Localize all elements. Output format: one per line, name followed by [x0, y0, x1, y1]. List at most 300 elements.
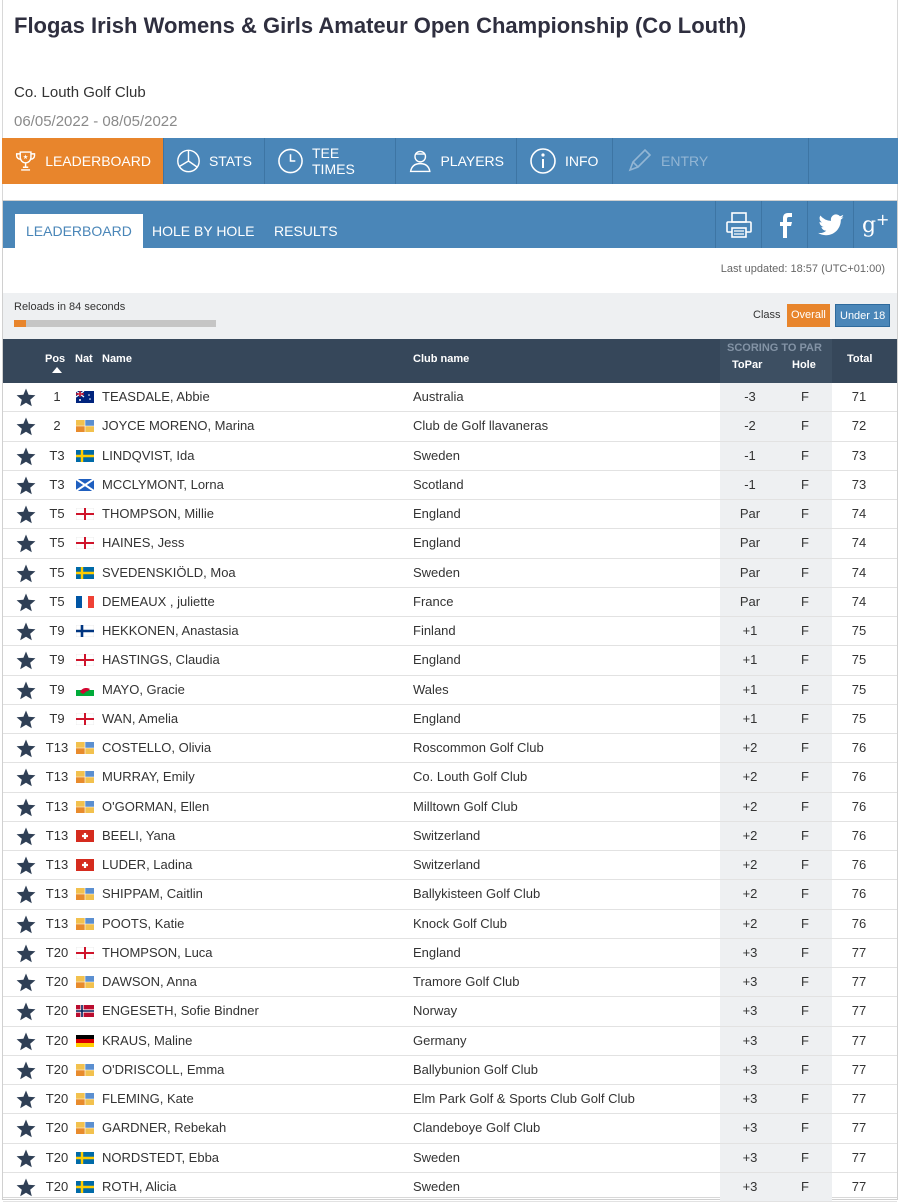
row-player-name[interactable]: LUDER, Ladina [102, 857, 193, 872]
row-pos: T9 [49, 681, 65, 697]
row-club: Co. Louth Golf Club [413, 769, 528, 785]
row-pos: T13 [45, 915, 69, 931]
ireland-flag-icon [76, 1064, 94, 1076]
row-topar: +3 [742, 1061, 758, 1077]
norway-flag-icon [76, 1005, 94, 1017]
row-hole: F [801, 535, 809, 551]
svg-text:★: ★ [22, 154, 29, 162]
table-row[interactable] [3, 793, 897, 822]
leaderboard-panel [2, 200, 898, 1200]
england-flag-icon [76, 947, 94, 959]
row-topar: Par [739, 564, 761, 580]
google-plus-button[interactable] [853, 201, 900, 248]
nav-tee-times[interactable] [265, 138, 396, 184]
row-player-name[interactable]: NORDSTEDT, Ebba [102, 1149, 220, 1165]
row-pos: T9 [49, 623, 65, 638]
row-total: 75 [851, 710, 867, 726]
nav-tee-times-label: TEE TIMES [312, 145, 355, 177]
sort-ascending-icon [52, 367, 62, 373]
sweden-flag-icon [76, 450, 94, 462]
ireland-flag-icon [76, 771, 94, 783]
favorite-star-icon[interactable] [16, 885, 36, 907]
row-player-name[interactable]: WAN, Amelia [102, 710, 179, 726]
twitter-icon [816, 210, 846, 240]
nav-leaderboard[interactable] [2, 138, 164, 184]
row-player-name[interactable]: ROTH, Alicia [102, 1178, 177, 1194]
ireland-flag-icon [76, 742, 94, 754]
row-player-name[interactable]: THOMPSON, Millie [102, 506, 214, 521]
row-pos: T20 [45, 1120, 69, 1136]
nav-players-label: PLAYERS [440, 153, 504, 169]
favorite-star-icon[interactable] [16, 944, 36, 966]
player-icon [408, 147, 432, 175]
leaderboard-rows [3, 383, 897, 1202]
row-total: 77 [851, 1003, 867, 1019]
svg-text:g: g [862, 212, 877, 238]
favorite-star-icon[interactable] [16, 1061, 36, 1083]
row-club: Scotland [413, 476, 464, 492]
reload-progress [14, 320, 216, 327]
print-button[interactable] [715, 201, 762, 248]
row-topar: -1 [744, 447, 756, 463]
row-topar: +2 [742, 915, 758, 931]
row-hole: F [801, 652, 809, 668]
last-updated: Last updated: 18:57 (UTC+01:00) [720, 263, 885, 275]
row-player-name[interactable]: MCCLYMONT, Lorna [102, 476, 224, 492]
row-topar: +2 [742, 827, 758, 843]
header-scoring-to-par: SCORING TO PAR [727, 342, 822, 354]
favorite-star-icon[interactable] [16, 710, 36, 732]
table-row[interactable] [3, 968, 897, 997]
row-hole: F [801, 389, 809, 404]
table-row[interactable] [3, 997, 897, 1026]
row-player-name[interactable]: O'DRISCOLL, Emma [102, 1061, 225, 1077]
table-row[interactable] [3, 500, 897, 529]
favorite-star-icon[interactable] [16, 1149, 36, 1171]
row-total: 75 [851, 623, 867, 638]
england-flag-icon [76, 537, 94, 549]
row-club: England [413, 652, 461, 668]
class-overall-button[interactable]: Overall [787, 304, 830, 327]
pie-chart-icon [176, 147, 201, 175]
row-hole: F [801, 827, 809, 843]
row-club: Norway [413, 1003, 458, 1019]
row-hole: F [801, 623, 809, 638]
table-row[interactable] [3, 412, 897, 441]
row-total: 77 [851, 1149, 867, 1165]
row-total: 76 [851, 827, 867, 843]
row-pos: T13 [45, 857, 69, 872]
pen-icon [625, 147, 653, 175]
row-player-name[interactable]: JOYCE MORENO, Marina [102, 418, 255, 434]
row-topar: Par [739, 506, 761, 521]
row-pos: T20 [45, 1061, 69, 1077]
row-pos: T13 [45, 798, 69, 814]
favorite-star-icon[interactable] [16, 681, 36, 703]
row-player-name[interactable]: ENGESETH, Sofie Bindner [102, 1003, 259, 1019]
row-total: 74 [851, 564, 867, 580]
row-player-name[interactable]: FLEMING, Kate [102, 1091, 194, 1106]
row-hole: F [801, 798, 809, 814]
favorite-star-icon[interactable] [16, 388, 36, 410]
row-total: 73 [851, 476, 867, 492]
favorite-star-icon[interactable] [16, 973, 36, 995]
row-player-name[interactable]: TEASDALE, Abbie [102, 389, 210, 404]
germany-flag-icon [76, 1035, 94, 1047]
favorite-star-icon[interactable] [16, 593, 36, 615]
row-club: Sweden [413, 564, 460, 580]
page-title: Flogas Irish Womens & Girls Amateur Open Championship (Co Louth) [14, 13, 747, 38]
favorite-star-icon[interactable] [16, 1032, 36, 1054]
row-pos: T13 [45, 740, 69, 755]
row-pos: T20 [45, 1032, 69, 1048]
row-pos: T20 [45, 944, 69, 960]
table-row[interactable] [3, 588, 897, 617]
row-topar: +3 [742, 944, 758, 960]
row-player-name[interactable]: HASTINGS, Claudia [102, 652, 220, 668]
row-club: Tramore Golf Club [413, 974, 520, 989]
header-topar: ToPar [732, 359, 763, 371]
row-player-name[interactable]: GARDNER, Rebekah [102, 1120, 227, 1136]
row-club: Clandeboye Golf Club [413, 1120, 541, 1136]
table-row[interactable] [3, 383, 897, 412]
row-pos: T13 [45, 769, 69, 785]
row-player-name[interactable]: DEMEAUX , juliette [102, 593, 215, 609]
row-player-name[interactable]: LINDQVIST, Ida [102, 447, 195, 463]
favorite-star-icon[interactable] [16, 1119, 36, 1141]
row-club: Club de Golf llavaneras [413, 418, 549, 434]
ireland-flag-icon [76, 801, 94, 813]
table-row[interactable] [3, 442, 897, 471]
row-hole: F [801, 857, 809, 872]
row-player-name[interactable]: SHIPPAM, Caitlin [102, 886, 203, 902]
table-row[interactable] [3, 705, 897, 734]
table-row[interactable] [3, 1173, 897, 1202]
favorite-star-icon[interactable] [16, 505, 36, 527]
row-club: Switzerland [413, 857, 481, 872]
wales-flag-icon [76, 684, 94, 696]
row-total: 77 [851, 1032, 867, 1048]
table-row[interactable] [3, 939, 897, 968]
tab-hole-by-hole[interactable]: HOLE BY HOLE [152, 223, 255, 239]
row-hole: F [801, 1032, 809, 1048]
row-player-name[interactable]: KRAUS, Maline [102, 1032, 193, 1048]
row-club: England [413, 506, 461, 521]
favorite-star-icon[interactable] [16, 534, 36, 556]
row-total: 75 [851, 652, 867, 668]
favorite-star-icon[interactable] [16, 915, 36, 937]
row-player-name[interactable]: BEELI, Yana [102, 827, 176, 843]
sweden-flag-icon [76, 1181, 94, 1193]
print-icon [724, 210, 754, 240]
row-pos: T13 [45, 827, 69, 843]
row-club: France [413, 593, 454, 609]
class-label: Class [753, 309, 781, 321]
row-hole: F [801, 506, 809, 521]
favorite-star-icon[interactable] [16, 1090, 36, 1112]
row-total: 77 [851, 1061, 867, 1077]
table-row[interactable] [3, 1056, 897, 1085]
row-pos: T9 [49, 652, 65, 668]
row-topar: +3 [742, 1032, 758, 1048]
row-hole: F [801, 1149, 809, 1165]
ireland-flag-icon [76, 420, 94, 432]
row-club: Ballykisteen Golf Club [413, 886, 541, 902]
row-club: Switzerland [413, 827, 481, 843]
table-row[interactable] [3, 910, 897, 939]
row-total: 74 [851, 506, 867, 521]
row-pos: T20 [45, 974, 69, 989]
venue-name: Co. Louth Golf Club [14, 84, 146, 101]
tab-results[interactable]: RESULTS [274, 223, 338, 239]
table-row[interactable] [3, 1085, 897, 1114]
favorite-star-icon[interactable] [16, 1178, 36, 1200]
row-total: 76 [851, 798, 867, 814]
table-row[interactable] [3, 1027, 897, 1056]
row-topar: +1 [742, 623, 758, 638]
table-row[interactable] [3, 763, 897, 792]
row-pos: T5 [49, 535, 65, 551]
row-player-name[interactable]: O'GORMAN, Ellen [102, 798, 210, 814]
france-flag-icon [76, 596, 94, 608]
row-pos: 2 [53, 418, 61, 434]
row-hole: F [801, 476, 809, 492]
row-club: Finland [413, 623, 456, 638]
england-flag-icon [76, 508, 94, 520]
twitter-button[interactable] [807, 201, 854, 248]
sweden-flag-icon [76, 1152, 94, 1164]
ireland-flag-icon [76, 918, 94, 930]
row-hole: F [801, 564, 809, 580]
nav-info[interactable] [517, 138, 613, 184]
row-topar: +3 [742, 1003, 758, 1019]
row-hole: F [801, 710, 809, 726]
row-topar: +1 [742, 681, 758, 697]
header-total: Total [847, 353, 873, 365]
row-player-name[interactable]: COSTELLO, Olivia [102, 740, 212, 755]
england-flag-icon [76, 713, 94, 725]
table-row[interactable] [3, 529, 897, 558]
row-total: 76 [851, 857, 867, 872]
nav-stats-label: STATS [208, 153, 252, 169]
row-pos: T9 [49, 710, 65, 726]
row-topar: Par [739, 593, 761, 609]
nav-leaderboard-label: LEADERBOARD [45, 153, 151, 169]
row-player-name[interactable]: DAWSON, Anna [102, 974, 197, 989]
australia-flag-icon [76, 391, 94, 403]
row-club: Sweden [413, 447, 460, 463]
row-hole: F [801, 593, 809, 609]
row-hole: F [801, 1003, 809, 1019]
row-hole: F [801, 944, 809, 960]
reload-progress-fill [14, 320, 26, 327]
row-club: Roscommon Golf Club [413, 740, 544, 755]
row-hole: F [801, 447, 809, 463]
header-pos[interactable]: Pos [45, 353, 66, 365]
row-topar: +3 [742, 1149, 758, 1165]
nav-info-label: INFO [565, 153, 599, 169]
row-pos: T20 [45, 1149, 69, 1165]
main-nav [2, 138, 898, 184]
table-row[interactable] [3, 617, 897, 646]
favorite-star-icon[interactable] [16, 827, 36, 849]
info-icon [529, 147, 557, 175]
row-pos: T5 [49, 564, 65, 580]
favorite-star-icon[interactable] [16, 768, 36, 790]
row-hole: F [801, 974, 809, 989]
row-total: 77 [851, 1120, 867, 1136]
row-total: 71 [851, 389, 867, 404]
row-topar: +2 [742, 740, 758, 755]
nav-entry-label: ENTRY [661, 153, 709, 169]
row-total: 77 [851, 1178, 867, 1194]
svg-text:+: + [876, 209, 890, 229]
row-topar: +3 [742, 1091, 758, 1106]
favorite-star-icon[interactable] [16, 417, 36, 439]
row-topar: +3 [742, 1120, 758, 1136]
row-topar: +2 [742, 886, 758, 902]
header-club: Club name [413, 353, 470, 365]
row-pos: T20 [45, 1091, 69, 1106]
sweden-flag-icon [76, 567, 94, 579]
row-player-name[interactable]: MURRAY, Emily [102, 769, 195, 785]
switzerland-flag-icon [76, 830, 94, 842]
row-club: England [413, 535, 461, 551]
table-row[interactable] [3, 734, 897, 763]
facebook-icon [770, 210, 800, 240]
row-hole: F [801, 681, 809, 697]
reload-countdown: Reloads in 84 seconds [14, 301, 126, 313]
header-name: Name [102, 353, 132, 365]
row-topar: +1 [742, 652, 758, 668]
row-club: England [413, 944, 461, 960]
row-total: 76 [851, 886, 867, 902]
row-pos: T3 [49, 476, 65, 492]
row-hole: F [801, 1120, 809, 1136]
table-row[interactable] [3, 559, 897, 588]
row-player-name[interactable]: MAYO, Gracie [102, 681, 185, 697]
table-header [3, 339, 897, 383]
nav-stats[interactable] [164, 138, 265, 184]
row-total: 76 [851, 915, 867, 931]
ireland-flag-icon [76, 1122, 94, 1134]
favorite-star-icon[interactable] [16, 564, 36, 586]
row-player-name[interactable]: HEKKONEN, Anastasia [102, 623, 239, 638]
tab-leaderboard[interactable]: LEADERBOARD [15, 214, 143, 248]
scotland-flag-icon [76, 479, 94, 491]
trophy-icon [14, 148, 37, 174]
favorite-star-icon[interactable] [16, 739, 36, 761]
row-pos: T5 [49, 506, 65, 521]
row-pos: T20 [45, 1003, 69, 1019]
row-hole: F [801, 769, 809, 785]
favorite-star-icon[interactable] [16, 798, 36, 820]
row-club: Elm Park Golf & Sports Club Golf Club [413, 1091, 635, 1106]
favorite-star-icon[interactable] [16, 1002, 36, 1024]
table-row[interactable] [3, 822, 897, 851]
row-hole: F [801, 915, 809, 931]
table-row[interactable] [3, 646, 897, 675]
row-player-name[interactable]: HAINES, Jess [102, 535, 185, 551]
row-club: Milltown Golf Club [413, 798, 518, 814]
row-topar: +3 [742, 1178, 758, 1194]
switzerland-flag-icon [76, 859, 94, 871]
row-player-name[interactable]: POOTS, Katie [102, 915, 185, 931]
nav-entry [613, 138, 809, 184]
table-row[interactable] [3, 471, 897, 500]
row-hole: F [801, 886, 809, 902]
england-flag-icon [76, 654, 94, 666]
row-club: Germany [413, 1032, 467, 1048]
table-row[interactable] [3, 880, 897, 909]
row-club: Sweden [413, 1149, 460, 1165]
row-total: 73 [851, 447, 867, 463]
row-pos: T3 [49, 447, 65, 463]
row-topar: +2 [742, 769, 758, 785]
table-row[interactable] [3, 851, 897, 880]
favorite-star-icon[interactable] [16, 476, 36, 498]
row-total: 76 [851, 740, 867, 755]
row-club: England [413, 710, 461, 726]
event-dates: 06/05/2022 - 08/05/2022 [14, 113, 178, 130]
row-player-name[interactable]: THOMPSON, Luca [102, 944, 213, 960]
table-row[interactable] [3, 1114, 897, 1143]
ireland-flag-icon [76, 888, 94, 900]
row-club: Sweden [413, 1178, 460, 1194]
favorite-star-icon[interactable] [16, 447, 36, 469]
row-pos: 1 [53, 389, 61, 404]
row-club: Ballybunion Golf Club [413, 1061, 539, 1077]
row-topar: +3 [742, 974, 758, 989]
row-topar: Par [739, 535, 761, 551]
row-total: 77 [851, 944, 867, 960]
row-total: 75 [851, 681, 867, 697]
row-total: 74 [851, 593, 867, 609]
class-under18-button[interactable]: Under 18 [835, 304, 890, 327]
tab-bar [3, 201, 897, 248]
row-player-name[interactable]: SVEDENSKIÖLD, Moa [102, 564, 236, 580]
row-hole: F [801, 1091, 809, 1106]
row-total: 76 [851, 769, 867, 785]
row-topar: +1 [742, 710, 758, 726]
facebook-button[interactable] [761, 201, 808, 248]
google-plus-icon [861, 210, 893, 240]
ireland-flag-icon [76, 976, 94, 988]
reload-bar [3, 293, 897, 339]
row-pos: T5 [49, 593, 65, 609]
row-pos: T13 [45, 886, 69, 902]
favorite-star-icon[interactable] [16, 622, 36, 644]
row-total: 77 [851, 974, 867, 989]
table-row[interactable] [3, 1144, 897, 1173]
favorite-star-icon[interactable] [16, 856, 36, 878]
row-topar: -2 [744, 418, 756, 434]
row-pos: T20 [45, 1178, 69, 1194]
favorite-star-icon[interactable] [16, 651, 36, 673]
row-total: 77 [851, 1091, 867, 1106]
table-row[interactable] [3, 676, 897, 705]
ireland-flag-icon [76, 1093, 94, 1105]
header-nat: Nat [75, 353, 93, 365]
row-topar: +2 [742, 857, 758, 872]
header-hole: Hole [792, 359, 816, 371]
row-topar: -1 [744, 476, 756, 492]
row-total: 72 [851, 418, 867, 434]
row-hole: F [801, 740, 809, 755]
nav-players[interactable] [396, 138, 517, 184]
finland-flag-icon [76, 625, 94, 637]
clock-icon [277, 147, 304, 175]
